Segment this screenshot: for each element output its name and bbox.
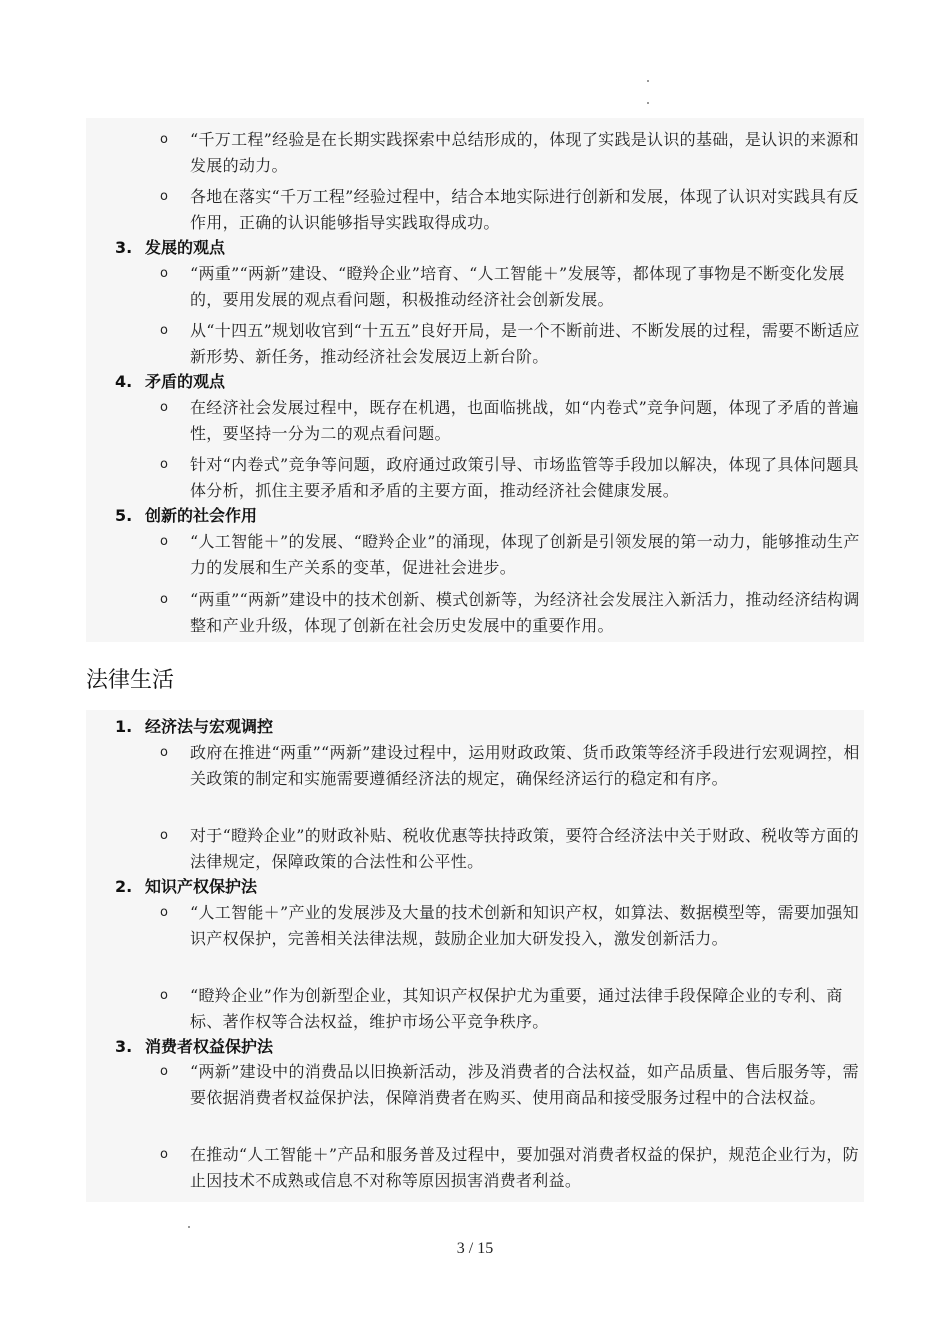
bullet-text: 政府在推进“两重”“两新”建设过程中，运用财政政策、货币政策等经济手段进行宏观调控，相关政策的制定和实施需要遵循经济法的规定，确保经济运行的稳定和有序。 xyxy=(190,743,860,788)
bullet-icon: o xyxy=(160,988,168,1003)
bullet-icon: o xyxy=(160,534,168,549)
heading-title: 发展的观点 xyxy=(145,238,226,257)
bullet-text: 针对“内卷式”竞争等问题，政府通过政策引导、市场监管等手段加以解决，体现了具体问题具体分析，抓住主要矛盾和矛盾的主要方面，推动经济社会健康发展。 xyxy=(190,455,859,500)
list-item xyxy=(160,318,865,370)
bullet-icon: o xyxy=(160,457,168,472)
numbered-heading xyxy=(115,1036,815,1058)
numbered-heading xyxy=(115,371,815,393)
bullet-icon: o xyxy=(160,189,168,204)
list-item xyxy=(160,395,865,447)
bullet-text: 从“十四五”规划收官到“十五五”良好开局，是一个不断前进、不断发展的过程，需要不断适应新形势、新任务，推动经济社会发展迈上新台阶。 xyxy=(190,321,860,366)
list-item xyxy=(160,1059,865,1111)
heading-number: 1. xyxy=(115,717,133,736)
list-item xyxy=(160,823,865,875)
list-item xyxy=(160,587,865,639)
bullet-icon: o xyxy=(160,828,168,843)
numbered-heading xyxy=(115,716,815,738)
page-number: 3 / 15 xyxy=(456,1240,494,1257)
bullet-icon: o xyxy=(160,1064,168,1079)
bullet-text: “两重”“两新”建设、“瞪羚企业”培育、“人工智能＋”发展等，都体现了事物是不断变化发展的，要用发展的观点看问题，积极推动经济社会创新发展。 xyxy=(190,264,845,309)
margin-dot xyxy=(647,80,649,82)
numbered-heading xyxy=(115,505,815,527)
bullet-icon: o xyxy=(160,400,168,415)
bullet-icon: o xyxy=(160,132,168,147)
heading-title: 消费者权益保护法 xyxy=(145,1037,274,1056)
heading-title: 矛盾的观点 xyxy=(145,372,226,391)
list-item xyxy=(160,184,865,236)
bullet-text: 各地在落实“千万工程”经验过程中，结合本地实际进行创新和发展，体现了认识对实践具有反作用，正确的认识能够指导实践取得成功。 xyxy=(190,187,859,232)
bullet-text: 在经济社会发展过程中，既存在机遇，也面临挑战，如“内卷式”竞争问题，体现了矛盾的普遍性，要坚持一分为二的观点看问题。 xyxy=(190,398,859,443)
bullet-text: “两新”建设中的消费品以旧换新活动，涉及消费者的合法权益，如产品质量、售后服务等，需要依据消费者权益保护法，保障消费者在购买、使用商品和接受服务过程中的合法权益。 xyxy=(190,1062,859,1107)
list-item xyxy=(160,900,865,952)
list-item xyxy=(160,1142,865,1194)
bullet-text: “瞪羚企业”作为创新型企业，其知识产权保护尤为重要，通过法律手段保障企业的专利、商标、著作权等合法权益，维护市场公平竞争秩序。 xyxy=(190,986,843,1031)
heading-number: 4. xyxy=(115,372,133,391)
numbered-heading xyxy=(115,876,815,898)
heading-number: 3. xyxy=(115,1037,133,1056)
list-item xyxy=(160,452,865,504)
bullet-text: “人工智能＋”产业的发展涉及大量的技术创新和知识产权，如算法、数据模型等，需要加强知识产权保护，完善相关法律法规，鼓励企业加大研发投入，激发创新活力。 xyxy=(190,903,859,948)
heading-number: 5. xyxy=(115,506,133,525)
section-heading: 法律生活 xyxy=(86,668,175,693)
bullet-text: 在推动“人工智能＋”产品和服务普及过程中，要加强对消费者权益的保护，规范企业行为，防止因技术不成熟或信息不对称等原因损害消费者利益。 xyxy=(190,1145,859,1190)
bullet-icon: o xyxy=(160,266,168,281)
list-item xyxy=(160,983,865,1035)
bullet-text: “两重”“两新”建设中的技术创新、模式创新等，为经济社会发展注入新活力，推动经济结构调整和产业升级，体现了创新在社会历史发展中的重要作用。 xyxy=(190,590,860,635)
bullet-text: 对于“瞪羚企业”的财政补贴、税收优惠等扶持政策，要符合经济法中关于财政、税收等方面的法律规定，保障政策的合法性和公平性。 xyxy=(190,826,859,871)
bullet-text: “人工智能＋”的发展、“瞪羚企业”的涌现，体现了创新是引领发展的第一动力，能够推动生产力的发展和生产关系的变革，促进社会进步。 xyxy=(190,532,860,577)
list-item xyxy=(160,529,865,581)
bullet-icon: o xyxy=(160,745,168,760)
heading-title: 知识产权保护法 xyxy=(145,877,258,896)
heading-number: 3. xyxy=(115,238,133,257)
bullet-icon: o xyxy=(160,592,168,607)
heading-number: 2. xyxy=(115,877,133,896)
list-item xyxy=(160,740,865,792)
bullet-icon: o xyxy=(160,323,168,338)
heading-title: 经济法与宏观调控 xyxy=(145,717,274,736)
list-item xyxy=(160,127,865,179)
numbered-heading xyxy=(115,237,815,259)
bullet-text: “千万工程”经验是在长期实践探索中总结形成的，体现了实践是认识的基础，是认识的来源和发展的动力。 xyxy=(190,130,859,175)
margin-dot xyxy=(188,1226,190,1228)
heading-title: 创新的社会作用 xyxy=(145,506,258,525)
bullet-icon: o xyxy=(160,905,168,920)
bullet-icon: o xyxy=(160,1147,168,1162)
list-item xyxy=(160,261,865,313)
margin-dot xyxy=(647,102,649,104)
